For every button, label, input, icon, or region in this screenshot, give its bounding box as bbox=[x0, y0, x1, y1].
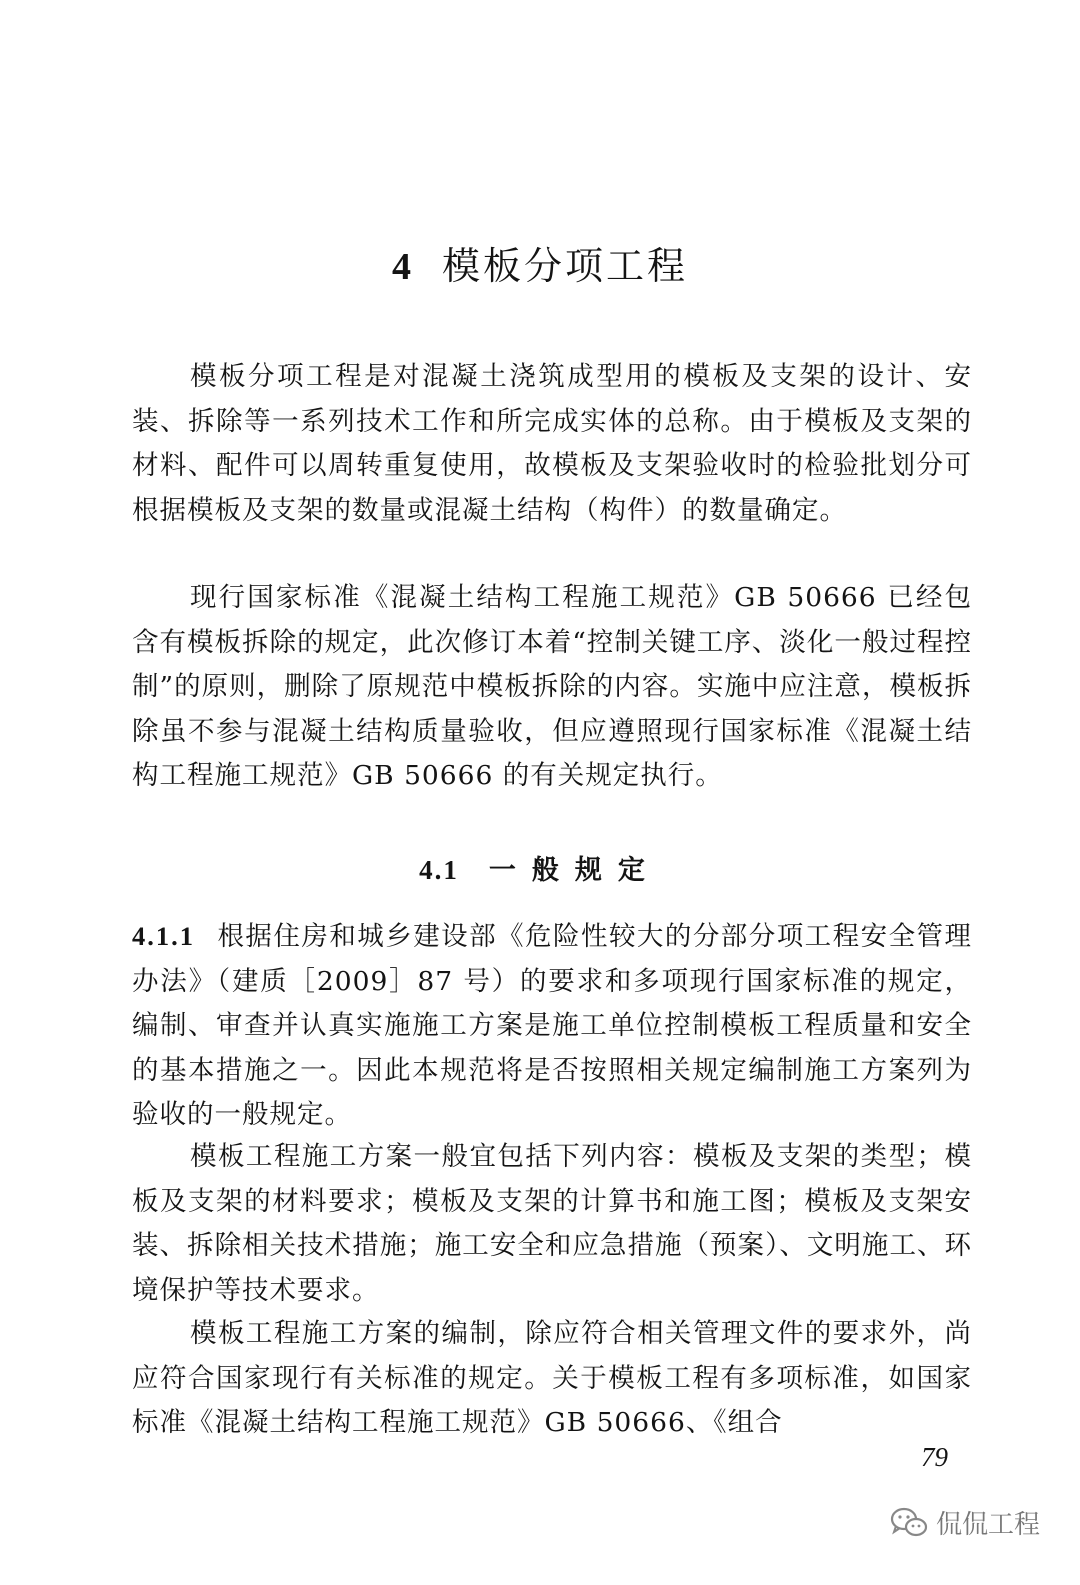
clause-paragraph-2: 模板工程施工方案的编制，除应符合相关管理文件的要求外，尚应符合国家现行有关标准的规定。关于模板工程有多项标准，如国家标准《混凝土结构工程施工规范》GB 50666、《组合 bbox=[132, 1318, 972, 1438]
clause-text: 根据住房和城乡建设部《危险性较大的分部分项工程安全管理办法》（建质［2009］87 号）的要求和多项现行国家标准的规定，编制、审查并认真实施施工方案是施工单位控制模板工程质量和安全的基本措施之一。因此本规范将是否按照相关规定编制施工方案列为验收的一般规定。 bbox=[132, 921, 972, 1130]
clause-4-1-1 bbox=[132, 914, 972, 1138]
watermark bbox=[890, 1504, 1040, 1541]
clause-paragraph-1: 模板工程施工方案一般宜包括下列内容：模板及支架的类型；模板及支架的材料要求；模板及支架的计算书和施工图；模板及支架安装、拆除相关技术措施；施工安全和应急措施（预案）、文明施工、环境保护等技术要求。 bbox=[132, 1141, 972, 1306]
wechat-icon bbox=[890, 1507, 928, 1539]
section-number: 4.1 bbox=[419, 855, 459, 885]
chapter-number: 4 bbox=[391, 246, 414, 288]
section-title bbox=[0, 850, 1080, 891]
section-title-text: 一般规定 bbox=[488, 855, 661, 886]
clause-number: 4.1.1 bbox=[132, 921, 195, 951]
intro-paragraph-2: 现行国家标准《混凝土结构工程施工规范》GB 50666 已经包含有模板拆除的规定，此次修订本着“控制关键工序、淡化一般过程控制”的原则，删除了原规范中模板拆除的内容。实施中应注意，模板拆除虽不参与混凝土结构质量验收，但应遵照现行国家标准《混凝土结构工程施工规范》GB 50666 的有关规定执行。 bbox=[132, 582, 972, 791]
watermark-text: 侃侃工程 bbox=[935, 1510, 1040, 1540]
chapter-title-text: 模板分项工程 bbox=[441, 244, 688, 288]
page-number: 79 bbox=[921, 1442, 948, 1472]
intro-paragraph-1: 模板分项工程是对混凝土浇筑成型用的模板及支架的设计、安装、拆除等一系列技术工作和所完成实体的总称。由于模板及支架的材料、配件可以周转重复使用，故模板及支架验收时的检验批划分可根据模板及支架的数量或混凝土结构（构件）的数量确定。 bbox=[132, 361, 972, 526]
chapter-title bbox=[0, 240, 1080, 293]
